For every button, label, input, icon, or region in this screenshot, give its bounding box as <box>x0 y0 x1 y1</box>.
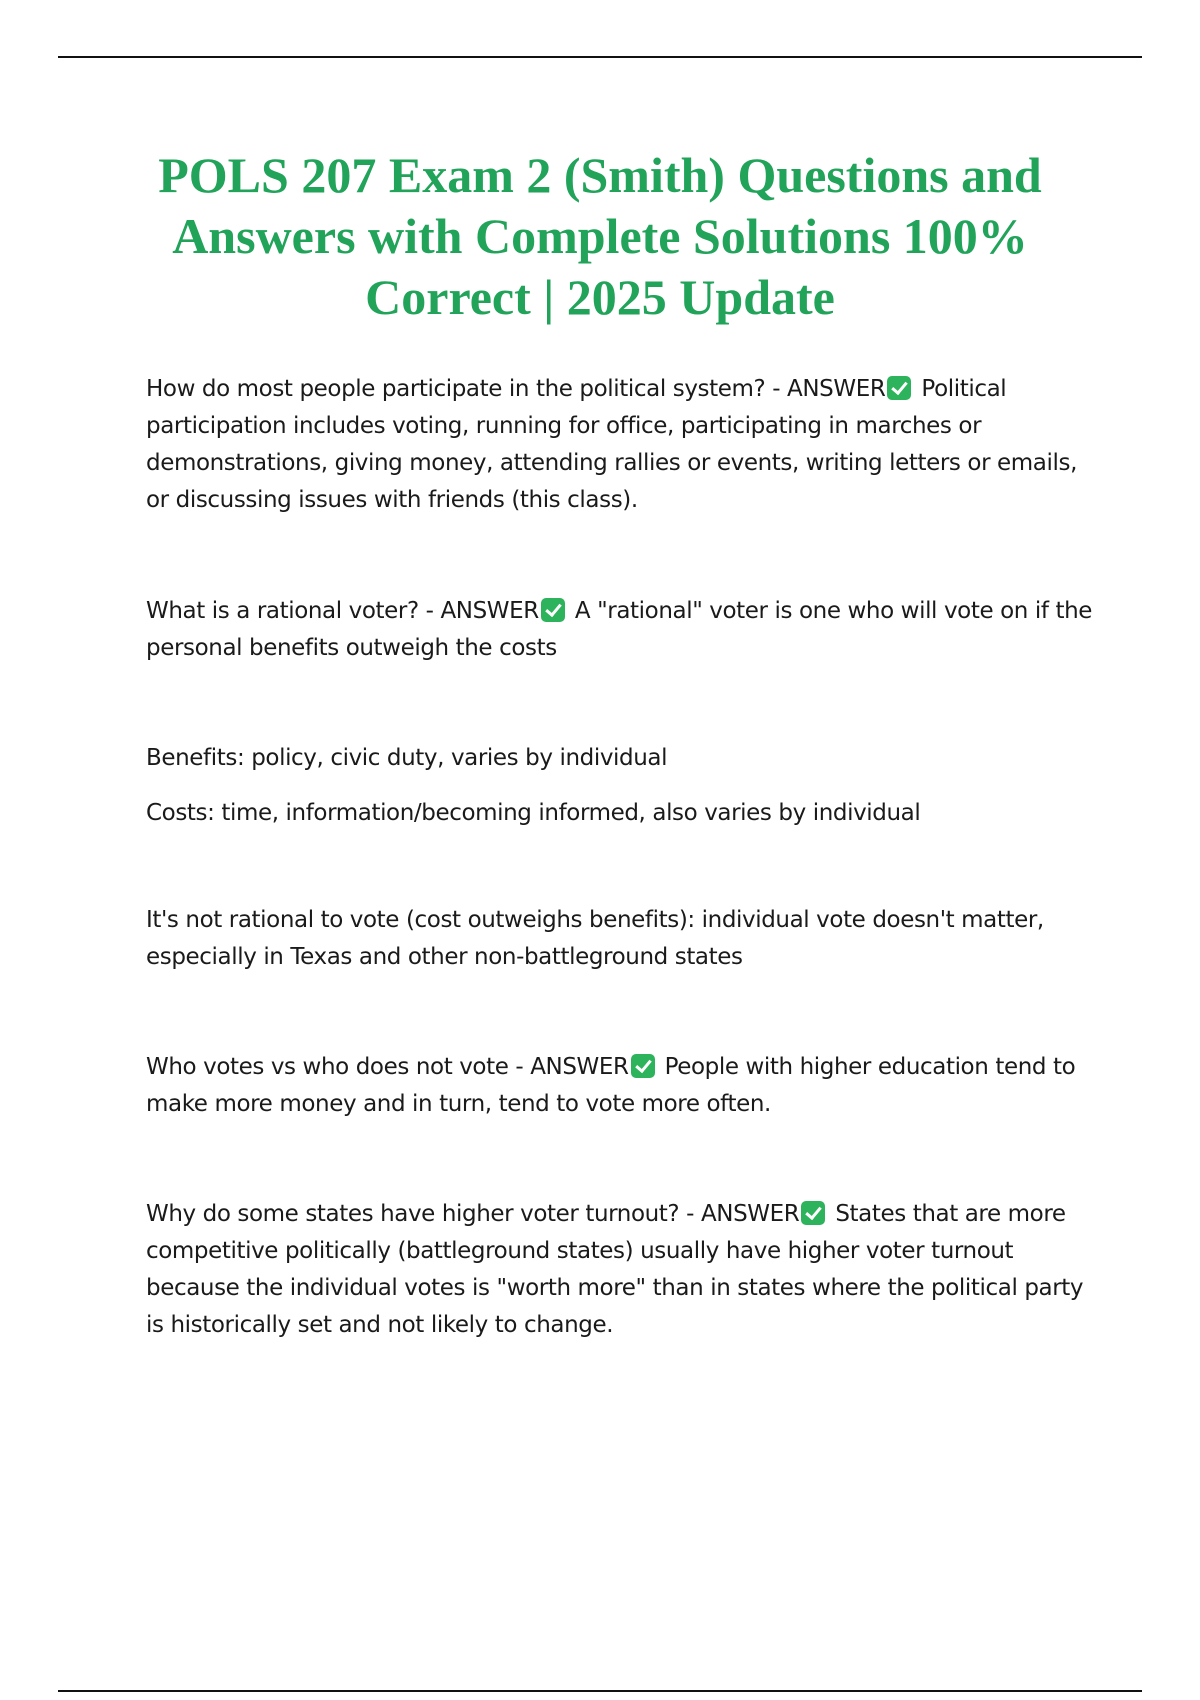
qa-item <box>146 1049 1096 1123</box>
answer-text: A "rational" voter is one who will vote on if the personal benefits outweigh the costs <box>146 598 1093 661</box>
question-text: What is a rational voter? - ANSWER <box>146 598 539 624</box>
document-title: POLS 207 Exam 2 (Smith) Questions and Answers with Complete Solutions 100% Correct | 2025 Update <box>158 147 1042 325</box>
bottom-rule <box>58 1690 1142 1692</box>
costs-note: Costs: time, information/becoming informed, also varies by individual <box>146 800 921 826</box>
qa-item <box>146 371 1096 519</box>
benefits-note: Benefits: policy, civic duty, varies by individual <box>146 745 668 771</box>
not-rational-note: It's not rational to vote (cost outweighs benefits): individual vote doesn't matter, especially in Texas and other non-battleground states <box>146 907 1044 970</box>
qa-item <box>146 1196 1096 1344</box>
check-mark-icon <box>887 376 911 400</box>
question-text: How do most people participate in the political system? - ANSWER <box>146 376 886 402</box>
check-mark-icon <box>631 1054 655 1078</box>
qa-item <box>146 593 1096 667</box>
check-mark-icon <box>541 598 565 622</box>
top-rule <box>58 56 1142 58</box>
answer-text: Political participation includes voting, running for office, participating in marches or demonstrations, giving money, attending rallies or events, writing letters or emails, or discussing issues with friends (this class). <box>146 376 1077 513</box>
question-text: Who votes vs who does not vote - ANSWER <box>146 1054 629 1080</box>
answer-text: People with higher education tend to make more money and in turn, tend to vote more often. <box>146 1054 1076 1117</box>
answer-text: States that are more competitive politically (battleground states) usually have higher voter turnout because the individual votes is "worth more" than in states where the political party is historically set and not likely to change. <box>146 1201 1084 1338</box>
question-text: Why do some states have higher voter turnout? - ANSWER <box>146 1201 800 1227</box>
check-mark-icon <box>801 1201 825 1225</box>
